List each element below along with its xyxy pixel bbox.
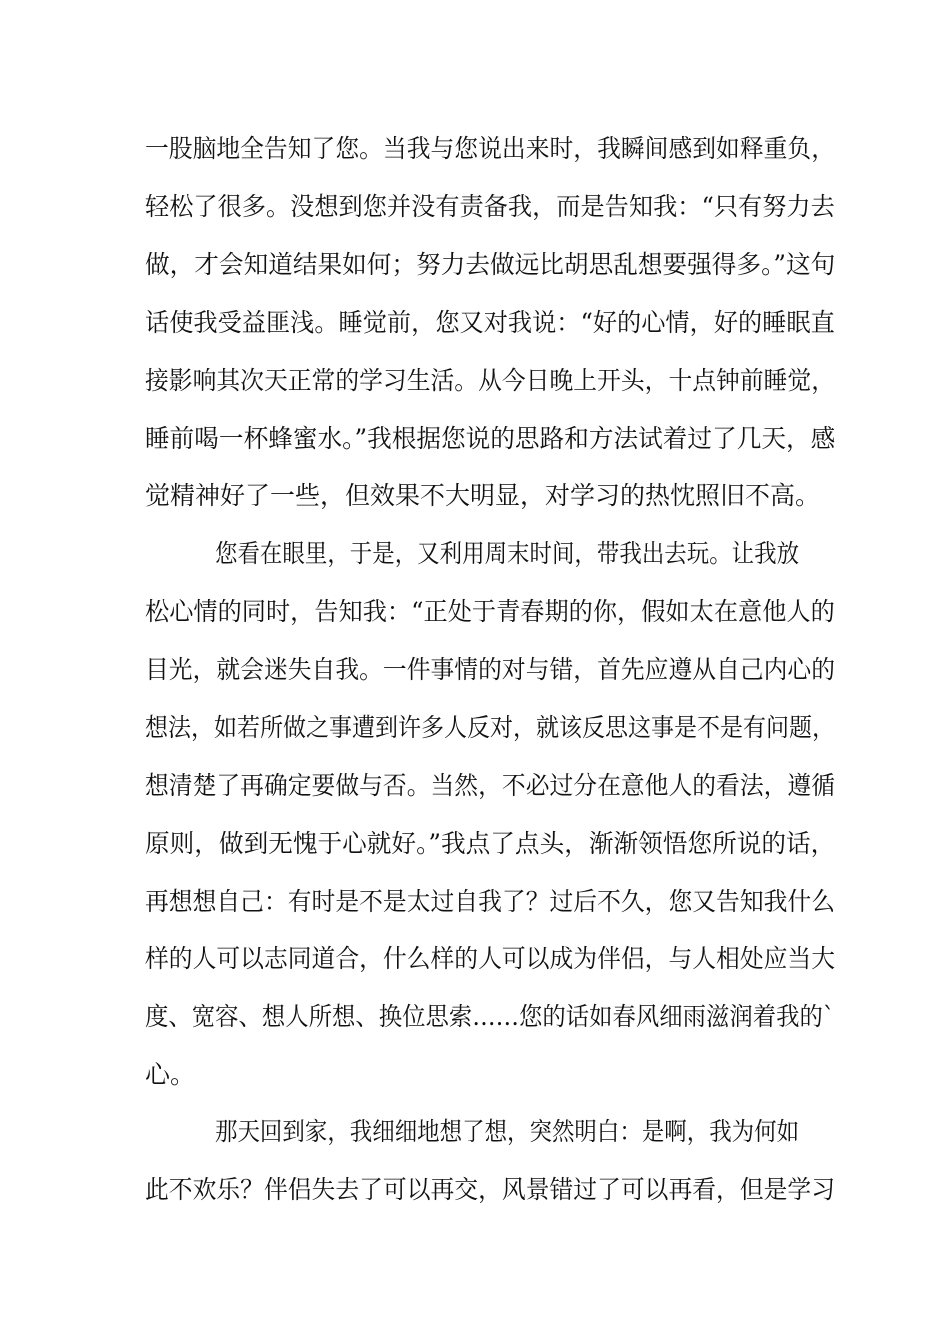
text-line: 松心情的同时，告知我：“正处于青春期的你，假如太在意他人的	[145, 597, 835, 626]
text-line: 轻松了很多。没想到您并没有责备我，而是告知我：“只有努力去	[145, 192, 835, 221]
text-line: 做，才会知道结果如何；努力去做远比胡思乱想要强得多。”这句	[145, 250, 836, 279]
text-line: 一股脑地全告知了您。当我与您说出来时，我瞬间感到如释重负，	[145, 134, 836, 163]
text-line: 心。	[145, 1060, 196, 1089]
text-line: 目光，就会迷失自我。一件事情的对与错，首先应遵从自己内心的	[145, 655, 836, 684]
text-line: 想法，如若所做之事遭到许多人反对，就该反思这事是不是有问题，	[145, 713, 836, 742]
paragraph-first-line: 您看在眼里，于是，又利用周末时间，带我出去玩。让我放	[215, 539, 800, 568]
text-line: 样的人可以志同道合，什么样的人可以成为伴侣，与人相处应当大	[145, 944, 836, 973]
paragraph-first-line: 那天回到家，我细细地想了想，突然明白：是啊，我为何如	[215, 1117, 800, 1146]
text-line: 想清楚了再确定要做与否。当然，不必过分在意他人的看法，遵循	[145, 771, 836, 800]
text-line: 再想想自己：有时是不是太过自我了？过后不久，您又告知我什么	[145, 887, 836, 916]
text-line: 睡前喝一杯蜂蜜水。”我根据您说的思路和方法试着过了几天，感	[145, 424, 836, 453]
text-line: 此不欢乐？伴侣失去了可以再交，风景错过了可以再看，但是学习	[145, 1175, 836, 1204]
text-line: 觉精神好了一些，但效果不大明显，对学习的热忱照旧不高。	[145, 481, 821, 510]
text-line: 度、宽容、想人所想、换位思索……您的话如春风细雨滋润着我的`	[145, 1002, 835, 1031]
text-line: 原则，做到无愧于心就好。”我点了点头，渐渐领悟您所说的话，	[145, 829, 836, 858]
text-line: 话使我受益匪浅。睡觉前，您又对我说：“好的心情，好的睡眠直	[145, 308, 835, 337]
text-line: 接影响其次天正常的学习生活。从今日晚上开头，十点钟前睡觉，	[145, 366, 836, 395]
